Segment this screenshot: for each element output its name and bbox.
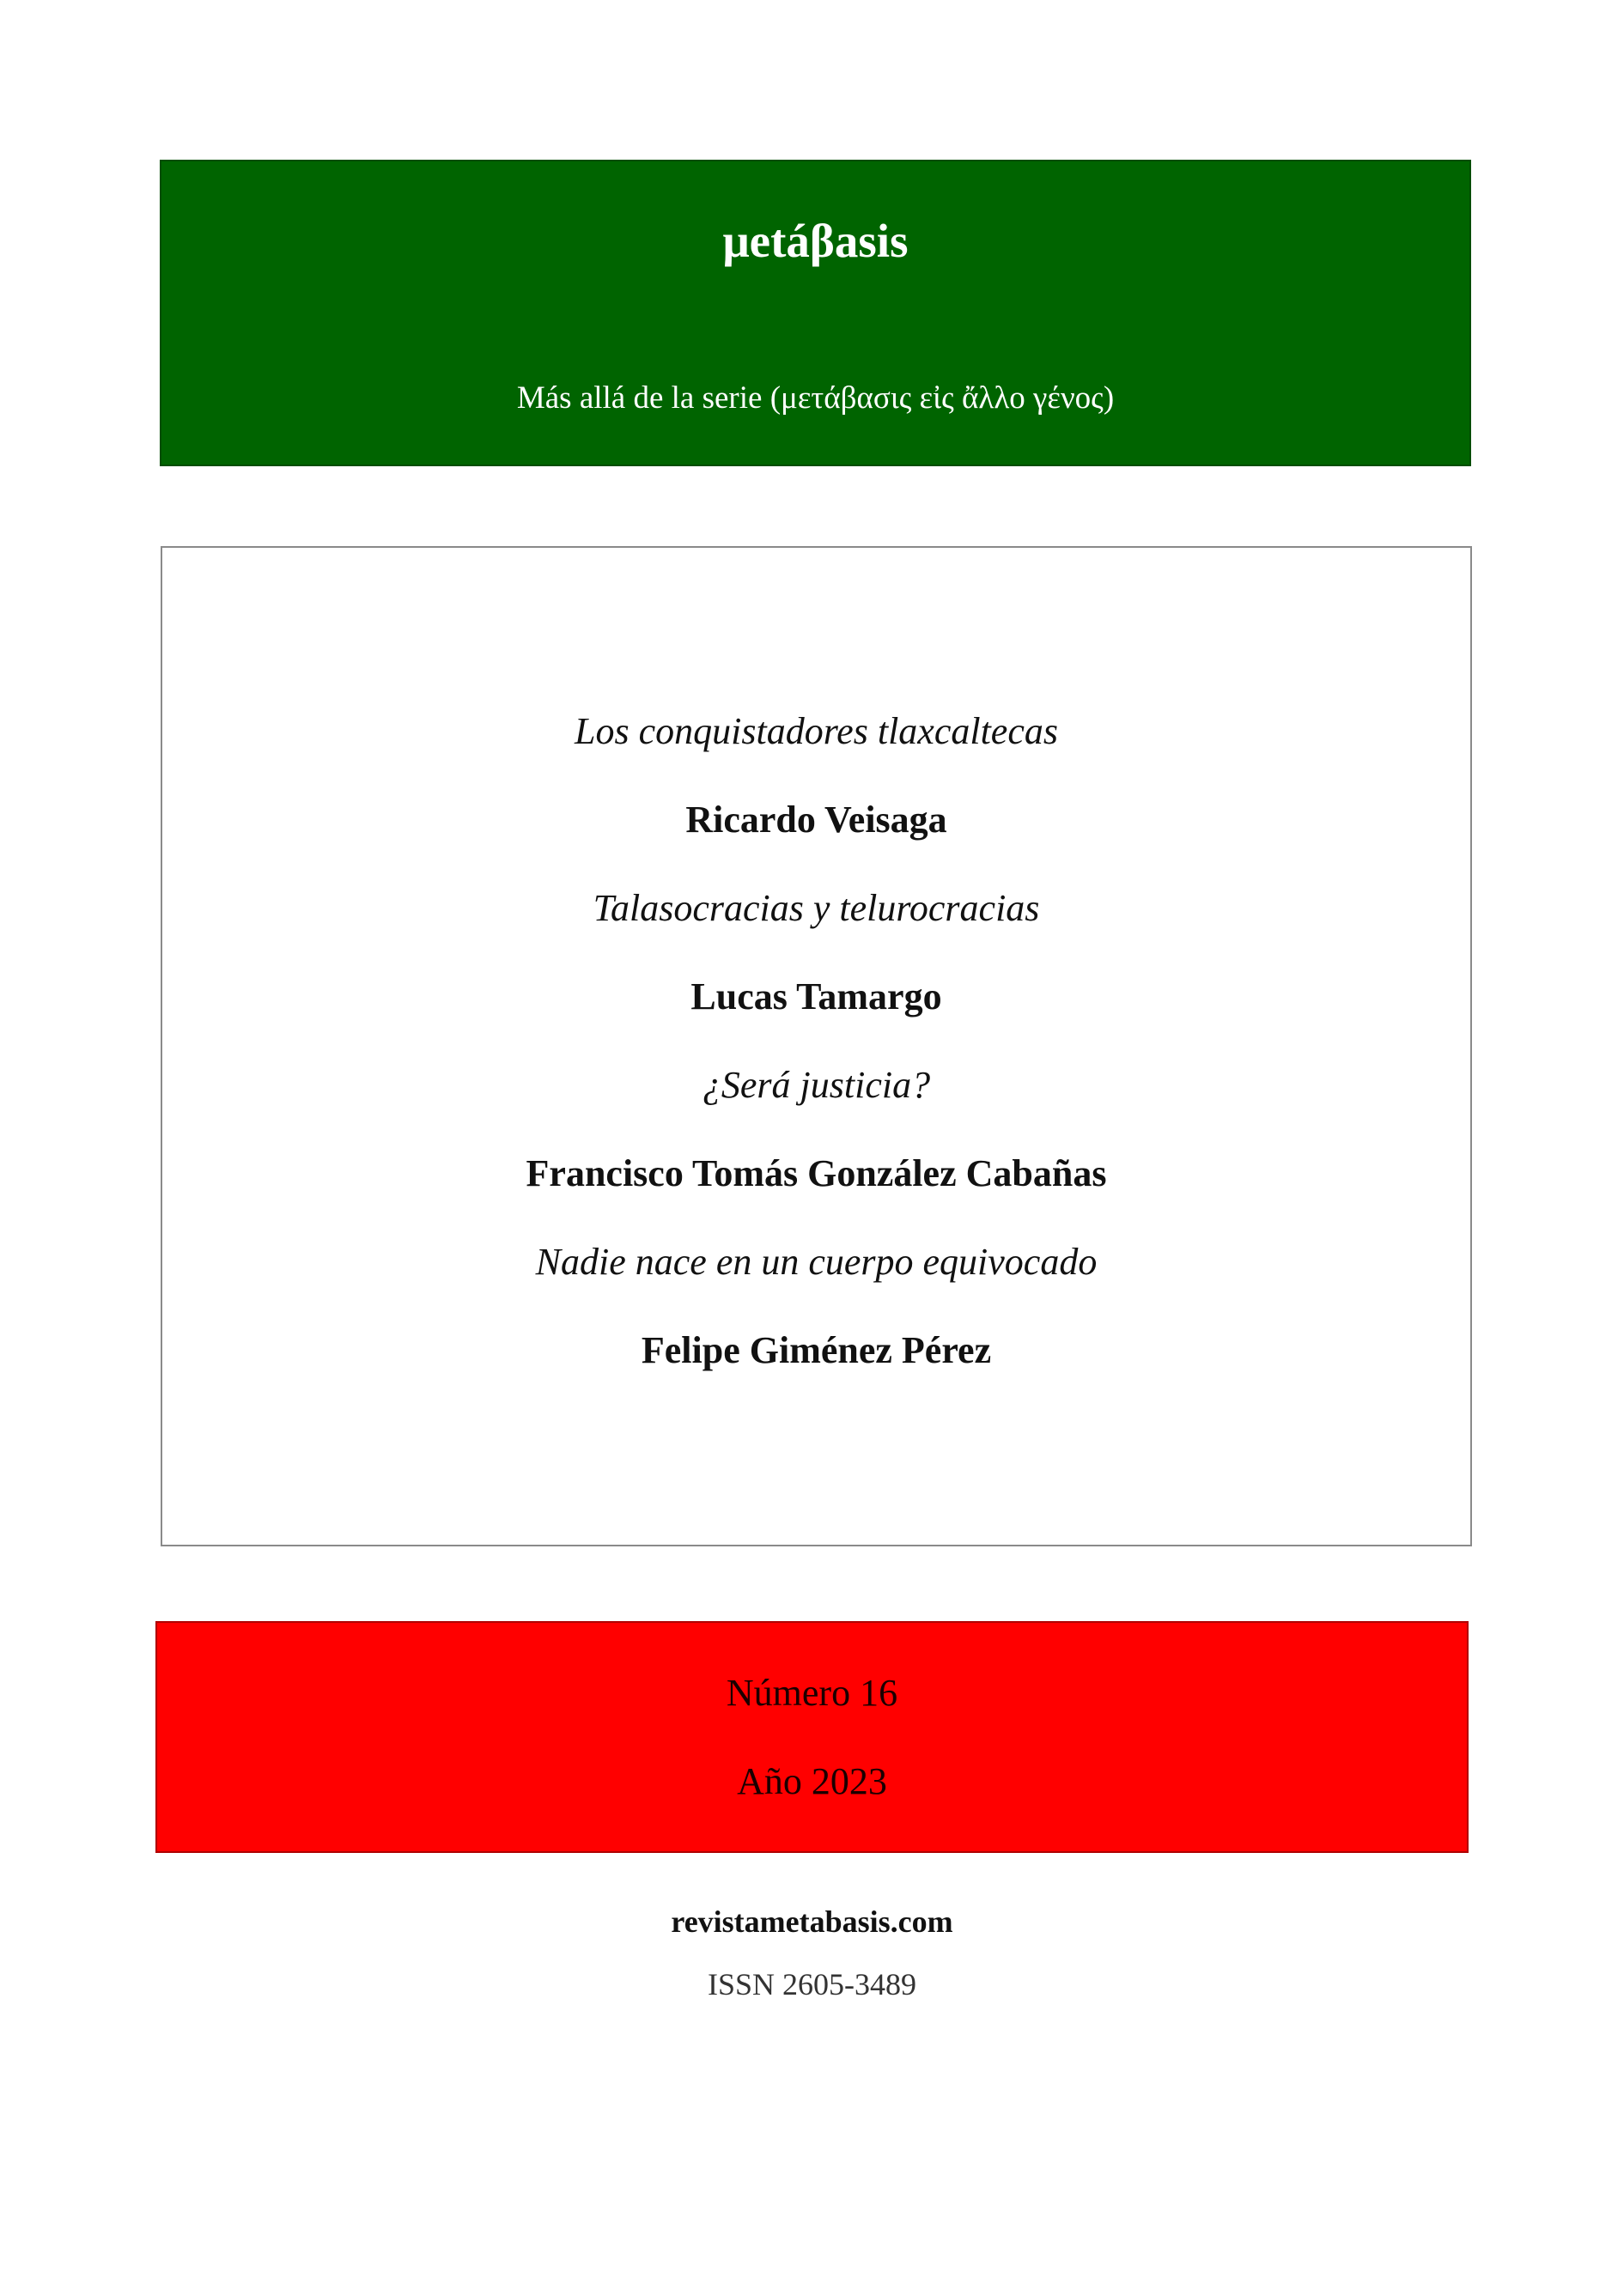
issn-number: ISSN 2605-3489 bbox=[707, 1967, 917, 2001]
journal-title: μetáβasis bbox=[722, 215, 909, 267]
article-title: Los conquistadores tlaxcaltecas bbox=[575, 710, 1058, 752]
article-title: Nadie nace en un cuerpo equivocado bbox=[535, 1241, 1098, 1283]
article-author: Felipe Giménez Pérez bbox=[641, 1329, 992, 1371]
article-title: Talasocracias y telurocracias bbox=[593, 887, 1040, 929]
issue-year: Año 2023 bbox=[737, 1760, 887, 1802]
table-of-contents bbox=[161, 546, 1472, 1546]
issue-info-box bbox=[155, 1621, 1469, 1853]
journal-header bbox=[160, 160, 1471, 466]
article-author: Francisco Tomás González Cabañas bbox=[526, 1152, 1107, 1194]
journal-subtitle: Más allá de la serie (μετάβασις εἰς ἄλλο γένος) bbox=[516, 380, 1115, 416]
article-title: ¿Será justicia? bbox=[702, 1064, 931, 1106]
issue-number: Número 16 bbox=[726, 1672, 898, 1714]
website-link[interactable]: revistametabasis.com bbox=[671, 1904, 953, 1939]
article-author: Lucas Tamargo bbox=[690, 975, 942, 1017]
article-author: Ricardo Veisaga bbox=[685, 799, 947, 841]
